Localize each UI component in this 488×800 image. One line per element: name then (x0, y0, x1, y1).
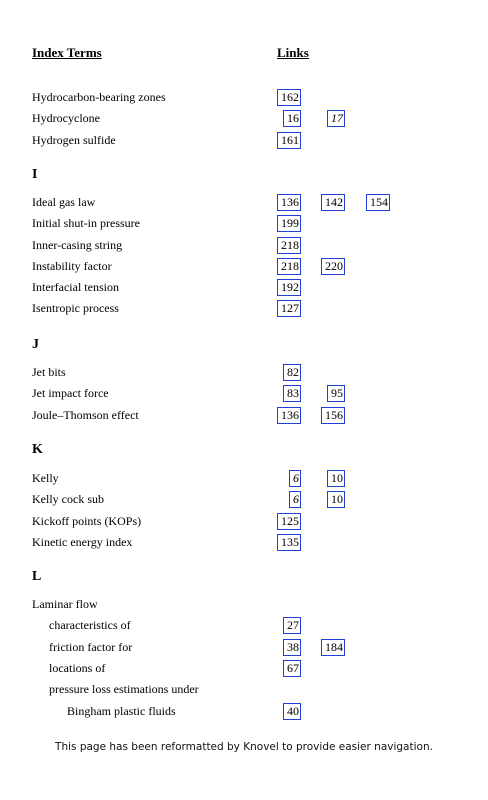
page-link[interactable]: 16 (283, 110, 301, 127)
index-term: Interfacial tension (32, 280, 119, 294)
page-link[interactable]: 38 (283, 639, 301, 656)
index-term: pressure loss estimations under (49, 682, 199, 696)
page-link[interactable]: 192 (277, 279, 301, 296)
page-link[interactable]: 10 (327, 491, 345, 508)
index-entry (0, 681, 488, 698)
page-link[interactable]: 136 (277, 407, 301, 424)
index-entry (0, 215, 488, 232)
index-entry (0, 660, 488, 677)
page-link[interactable]: 154 (366, 194, 390, 211)
page-link[interactable]: 136 (277, 194, 301, 211)
index-entry (0, 491, 488, 508)
index-entry (0, 194, 488, 211)
section-letter: L (32, 569, 42, 584)
index-entry (0, 513, 488, 530)
page-link[interactable]: 82 (283, 364, 301, 381)
index-term: Jet bits (32, 365, 66, 379)
page-link[interactable]: 67 (283, 660, 301, 677)
index-term: locations of (49, 661, 106, 675)
index-entry (0, 596, 488, 613)
index-entry (0, 110, 488, 127)
header-links: Links (277, 45, 309, 60)
page-link[interactable]: 17 (327, 110, 345, 127)
index-term: Hydrocyclone (32, 111, 100, 125)
index-entry (0, 385, 488, 402)
page-link[interactable]: 27 (283, 617, 301, 634)
index-entry (0, 300, 488, 317)
header-terms: Index Terms (32, 45, 102, 60)
page-link[interactable]: 220 (321, 258, 345, 275)
page-link[interactable]: 162 (277, 89, 301, 106)
index-entry (0, 534, 488, 551)
page-link[interactable]: 127 (277, 300, 301, 317)
page-link[interactable]: 83 (283, 385, 301, 402)
index-term: Hydrogen sulfide (32, 133, 116, 147)
index-entry (0, 364, 488, 381)
section-letter: K (32, 442, 43, 457)
index-term: Kickoff points (KOPs) (32, 514, 142, 528)
index-term: Laminar flow (32, 597, 98, 611)
page-link[interactable]: 40 (283, 703, 301, 720)
page-link[interactable]: 142 (321, 194, 345, 211)
page-link[interactable]: 6 (289, 491, 301, 508)
page-link[interactable]: 199 (277, 215, 301, 232)
index-term: Ideal gas law (32, 195, 96, 209)
page-link[interactable]: 218 (277, 237, 301, 254)
index-entry (0, 237, 488, 254)
index-entry (0, 407, 488, 424)
index-term: Initial shut-in pressure (32, 216, 140, 230)
page-link[interactable]: 125 (277, 513, 301, 530)
index-term: Jet impact force (32, 386, 109, 400)
index-term: characteristics of (49, 618, 131, 632)
index-term: Inner-casing string (32, 238, 123, 252)
index-term: Isentropic process (32, 301, 119, 315)
footer-note: This page has been reformatted by Knovel to provide easier navigation. (55, 741, 433, 753)
index-term: Bingham plastic fluids (67, 704, 176, 718)
index-entry (0, 617, 488, 634)
index-entry (0, 132, 488, 149)
index-entry (0, 470, 488, 487)
index-term: Joule–Thomson effect (32, 408, 139, 422)
page-link[interactable]: 218 (277, 258, 301, 275)
index-entry (0, 703, 488, 720)
index-term: Hydrocarbon-bearing zones (32, 90, 166, 104)
page-link[interactable]: 95 (327, 385, 345, 402)
index-term: Kelly cock sub (32, 492, 104, 506)
page-link[interactable]: 6 (289, 470, 301, 487)
index-term: Instability factor (32, 259, 112, 273)
section-letter: I (32, 167, 38, 182)
index-entry (0, 639, 488, 656)
section-letter: J (32, 337, 39, 352)
index-entry (0, 258, 488, 275)
index-term: Kelly (32, 471, 59, 485)
page-link[interactable]: 135 (277, 534, 301, 551)
page-link[interactable]: 161 (277, 132, 301, 149)
page-link[interactable]: 10 (327, 470, 345, 487)
page-link[interactable]: 156 (321, 407, 345, 424)
index-entry (0, 279, 488, 296)
index-term: Kinetic energy index (32, 535, 133, 549)
index-term: friction factor for (49, 640, 133, 654)
page-link[interactable]: 184 (321, 639, 345, 656)
index-entry (0, 89, 488, 106)
